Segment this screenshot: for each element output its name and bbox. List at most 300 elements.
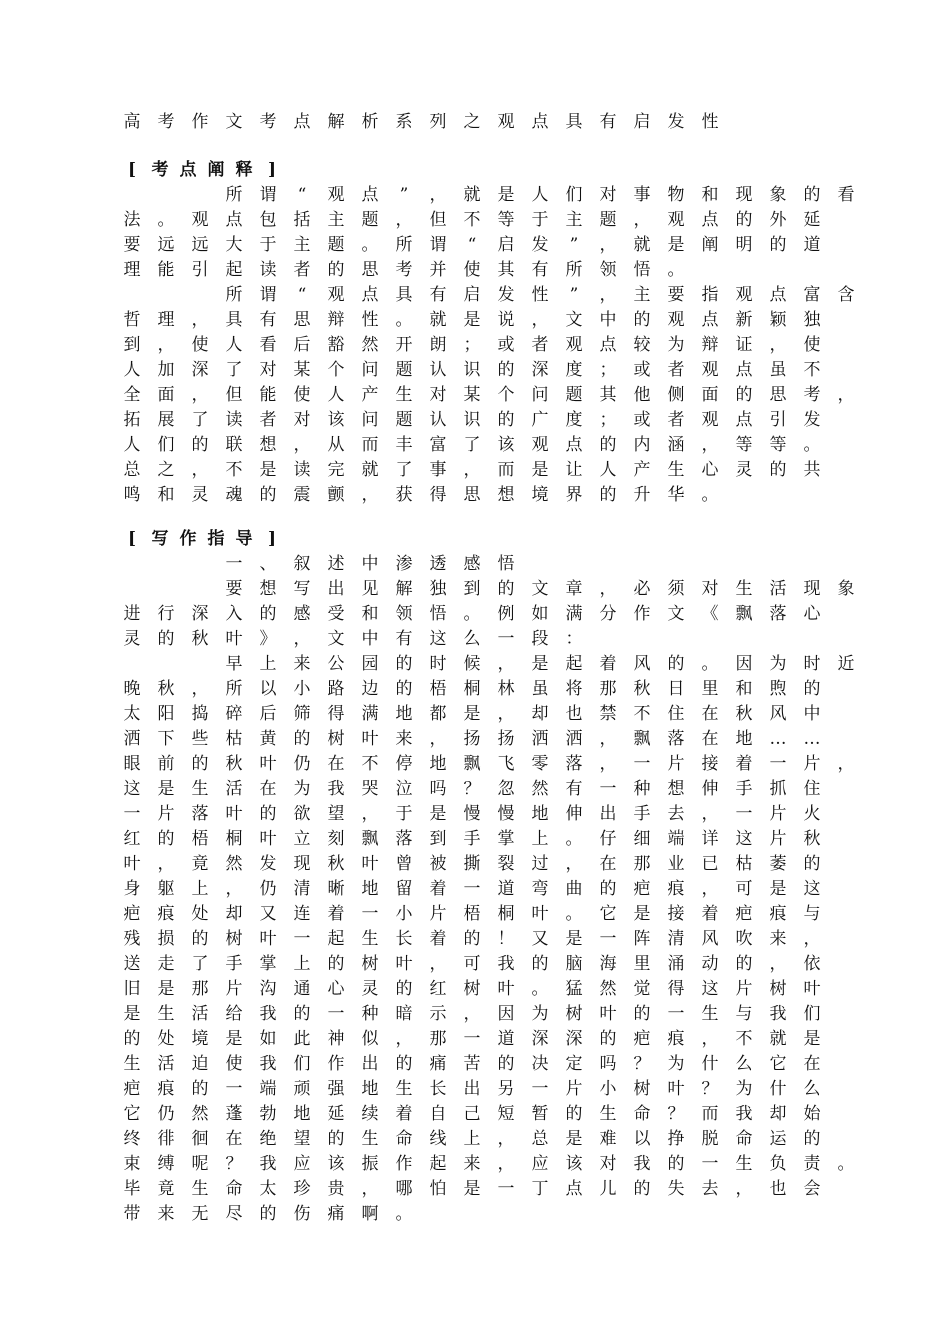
glyph: 痕 (157, 1079, 175, 1099)
glyph: 哪 (395, 1179, 413, 1199)
glyph: 高 (123, 112, 141, 132)
glyph: ？ (463, 779, 481, 799)
glyph: ] (267, 160, 277, 180)
glyph: 地 (361, 879, 379, 899)
glyph: 使 (191, 335, 209, 355)
glyph: 悟 (497, 554, 515, 574)
glyph: 以 (259, 679, 277, 699)
glyph: 起 (327, 929, 345, 949)
glyph: 但 (429, 210, 447, 230)
glyph: 疤 (633, 879, 651, 899)
glyph: 来 (463, 1154, 481, 1174)
glyph: 这 (735, 829, 753, 849)
glyph: 示 (429, 1004, 447, 1024)
glyph: 想 (497, 485, 515, 505)
paragraph-line (0, 676, 950, 702)
glyph: 就 (769, 1029, 787, 1049)
glyph: 地 (531, 804, 549, 824)
glyph: 生 (395, 1079, 413, 1099)
glyph: 什 (701, 1054, 719, 1074)
glyph: 虽 (531, 679, 549, 699)
glyph: 读 (225, 410, 243, 430)
glyph: 识 (463, 360, 481, 380)
glyph: 问 (531, 385, 549, 405)
glyph: 阳 (157, 704, 175, 724)
glyph: 是 (463, 1179, 481, 1199)
glyph: 的 (123, 1029, 141, 1049)
glyph: 的 (259, 1204, 277, 1224)
glyph: 是 (565, 929, 583, 949)
glyph: 觉 (633, 979, 651, 999)
glyph: 点 (179, 160, 197, 180)
glyph: 损 (157, 929, 175, 949)
glyph: 连 (293, 904, 311, 924)
glyph: ， (157, 854, 175, 874)
glyph: 生 (191, 1179, 209, 1199)
glyph: ， (633, 210, 651, 230)
glyph: 就 (463, 185, 481, 205)
glyph: 使 (293, 385, 311, 405)
glyph: 的 (735, 954, 753, 974)
glyph: [ (127, 529, 137, 549)
glyph: 想 (667, 779, 685, 799)
glyph: 着 (429, 929, 447, 949)
glyph: 树 (361, 954, 379, 974)
glyph: 让 (565, 460, 583, 480)
glyph: 》 (259, 629, 277, 649)
glyph: 如 (259, 1029, 277, 1049)
glyph: 留 (395, 879, 413, 899)
glyph: 一 (497, 629, 515, 649)
glyph: 的 (191, 1079, 209, 1099)
glyph: 我 (633, 1154, 651, 1174)
glyph: 命 (395, 1129, 413, 1149)
glyph: 桐 (225, 829, 243, 849)
glyph: 导 (235, 529, 253, 549)
paragraph-line (0, 1126, 950, 1152)
glyph: 该 (497, 435, 515, 455)
glyph: 手 (463, 829, 481, 849)
glyph: 深 (531, 360, 549, 380)
glyph: 因 (735, 654, 753, 674)
glyph: 着 (735, 754, 753, 774)
glyph: 的 (803, 1129, 821, 1149)
glyph: 括 (293, 210, 311, 230)
glyph: 。 (463, 604, 481, 624)
glyph: 长 (395, 929, 413, 949)
glyph: 。 (531, 979, 549, 999)
glyph: 树 (225, 929, 243, 949)
glyph: 怕 (429, 1179, 447, 1199)
glyph: 的 (293, 729, 311, 749)
glyph: 认 (429, 360, 447, 380)
glyph: 地 (361, 1079, 379, 1099)
glyph: 我 (497, 954, 515, 974)
glyph: 是 (463, 310, 481, 330)
glyph: 片 (769, 804, 787, 824)
glyph: 儿 (599, 1179, 617, 1199)
glyph: ” (569, 235, 579, 255)
glyph: 上 (463, 1129, 481, 1149)
glyph: 点 (565, 1179, 583, 1199)
glyph: 秋 (225, 754, 243, 774)
glyph: 度 (565, 360, 583, 380)
glyph: 地 (735, 729, 753, 749)
glyph: 一 (225, 1079, 243, 1099)
glyph: 带 (123, 1204, 141, 1224)
glyph: 析 (361, 112, 379, 132)
glyph: 难 (599, 1129, 617, 1149)
glyph: 要 (667, 285, 685, 305)
glyph: 涵 (667, 435, 685, 455)
glyph: 展 (157, 410, 175, 430)
glyph: 了 (225, 360, 243, 380)
glyph: 生 (191, 779, 209, 799)
glyph: 为 (293, 779, 311, 799)
glyph: ， (225, 879, 243, 899)
glyph: 己 (463, 1104, 481, 1124)
glyph: 内 (633, 435, 651, 455)
glyph: 之 (463, 112, 481, 132)
glyph: 秋 (157, 679, 175, 699)
glyph: 的 (395, 1054, 413, 1074)
glyph: 的 (395, 679, 413, 699)
glyph: 拓 (123, 410, 141, 430)
glyph: 想 (259, 435, 277, 455)
glyph: 有 (395, 629, 413, 649)
glyph: 树 (327, 729, 345, 749)
glyph: 的 (293, 1004, 311, 1024)
glyph: 灵 (361, 979, 379, 999)
glyph: 叶 (123, 854, 141, 874)
glyph: 在 (259, 779, 277, 799)
glyph: 的 (667, 654, 685, 674)
glyph: 萎 (769, 854, 787, 874)
glyph: 领 (599, 260, 617, 280)
glyph: 定 (565, 1054, 583, 1074)
glyph: 振 (361, 1154, 379, 1174)
glyph: 清 (667, 929, 685, 949)
glyph: 一 (361, 904, 379, 924)
glyph: 启 (633, 112, 651, 132)
glyph: 道 (497, 1029, 515, 1049)
glyph: 解 (327, 112, 345, 132)
glyph: 叶 (531, 904, 549, 924)
glyph: 风 (633, 654, 651, 674)
glyph: 谓 (259, 185, 277, 205)
glyph: 处 (157, 1029, 175, 1049)
glyph: 一 (327, 1004, 345, 1024)
glyph: 脑 (565, 954, 583, 974)
paragraph-line (0, 1001, 950, 1027)
glyph: ； (599, 410, 617, 430)
glyph: 身 (123, 879, 141, 899)
paragraph-line (0, 182, 950, 208)
glyph: 满 (361, 704, 379, 724)
glyph: 挣 (667, 1129, 685, 1149)
glyph: 为 (667, 1054, 685, 1074)
glyph: 种 (633, 779, 651, 799)
glyph: 那 (633, 854, 651, 874)
glyph: 文 (565, 310, 583, 330)
glyph: 思 (463, 485, 481, 505)
glyph: 园 (361, 654, 379, 674)
glyph: 的 (497, 579, 515, 599)
glyph: 洒 (531, 729, 549, 749)
glyph: 仍 (259, 879, 277, 899)
glyph: 梧 (191, 829, 209, 849)
glyph: 独 (429, 579, 447, 599)
glyph: 吗 (599, 1054, 617, 1074)
glyph: 问 (361, 410, 379, 430)
glyph: 事 (429, 460, 447, 480)
glyph: 飘 (633, 729, 651, 749)
glyph: 生 (395, 385, 413, 405)
glyph: 问 (361, 360, 379, 380)
glyph: 上 (293, 954, 311, 974)
glyph: 。 (837, 1154, 855, 1174)
glyph: 观 (735, 285, 753, 305)
glyph: 为 (769, 654, 787, 674)
glyph: 撕 (463, 854, 481, 874)
glyph: 会 (803, 1179, 821, 1199)
glyph: 竟 (191, 854, 209, 874)
glyph: 必 (633, 579, 651, 599)
glyph: 生 (735, 1154, 753, 1174)
glyph: 考 (259, 112, 277, 132)
paragraph-line (0, 282, 950, 308)
glyph: 一 (531, 1079, 549, 1099)
glyph: 又 (259, 904, 277, 924)
glyph: 落 (191, 804, 209, 824)
glyph: 自 (429, 1104, 447, 1124)
glyph: … (769, 729, 787, 749)
glyph: 是 (259, 460, 277, 480)
glyph: 进 (123, 604, 141, 624)
glyph: ！ (497, 929, 515, 949)
paragraph-line (0, 307, 950, 333)
glyph: 者 (259, 410, 277, 430)
glyph: 珍 (293, 1179, 311, 1199)
glyph: 中 (361, 629, 379, 649)
glyph: 叶 (395, 954, 413, 974)
glyph: 在 (225, 1129, 243, 1149)
glyph: 风 (769, 704, 787, 724)
glyph: 地 (293, 1104, 311, 1124)
paragraph-line (0, 1101, 950, 1127)
glyph: 刻 (327, 829, 345, 849)
glyph: 边 (361, 679, 379, 699)
glyph: 可 (463, 954, 481, 974)
glyph: 与 (735, 1004, 753, 1024)
glyph: 要 (123, 235, 141, 255)
glyph: 此 (293, 1029, 311, 1049)
glyph: 贵 (327, 1179, 345, 1199)
glyph: 缚 (157, 1154, 175, 1174)
glyph: 物 (667, 185, 685, 205)
glyph: 碎 (225, 704, 243, 724)
paragraph-line (0, 432, 950, 458)
glyph: 是 (429, 804, 447, 824)
glyph: 产 (633, 460, 651, 480)
glyph: ， (701, 879, 719, 899)
glyph: 总 (123, 460, 141, 480)
glyph: 发 (497, 285, 515, 305)
glyph: 考 (157, 112, 175, 132)
glyph: 的 (735, 210, 753, 230)
glyph: 就 (633, 235, 651, 255)
glyph: 了 (191, 410, 209, 430)
glyph: 是 (633, 904, 651, 924)
glyph: ， (599, 754, 617, 774)
glyph: 人 (225, 335, 243, 355)
glyph: 落 (565, 754, 583, 774)
glyph: 它 (769, 1054, 787, 1074)
glyph: 证 (735, 335, 753, 355)
glyph: 而 (701, 1104, 719, 1124)
glyph: 红 (123, 829, 141, 849)
glyph: 其 (599, 385, 617, 405)
glyph: 性 (531, 285, 549, 305)
glyph: ， (531, 310, 549, 330)
glyph: 远 (191, 235, 209, 255)
glyph: 主 (327, 210, 345, 230)
glyph: 或 (633, 410, 651, 430)
glyph: 掌 (259, 954, 277, 974)
glyph: 裂 (497, 854, 515, 874)
glyph: 叶 (259, 754, 277, 774)
paragraph-line (0, 1076, 950, 1102)
glyph: 等 (769, 435, 787, 455)
glyph: 的 (803, 185, 821, 205)
glyph: 主 (633, 285, 651, 305)
glyph: 哲 (123, 310, 141, 330)
paragraph-line (0, 626, 950, 652)
glyph: 启 (497, 235, 515, 255)
glyph: 晚 (123, 679, 141, 699)
glyph: 的 (395, 654, 413, 674)
glyph: 界 (565, 485, 583, 505)
glyph: 那 (599, 679, 617, 699)
glyph: 作 (633, 604, 651, 624)
glyph: 性 (361, 310, 379, 330)
glyph: 太 (123, 704, 141, 724)
glyph: 认 (429, 410, 447, 430)
glyph: 依 (803, 954, 821, 974)
glyph: 这 (701, 979, 719, 999)
glyph: 。 (361, 235, 379, 255)
glyph: 起 (429, 1154, 447, 1174)
glyph: 者 (293, 260, 311, 280)
glyph: 点 (701, 210, 719, 230)
glyph: 失 (667, 1179, 685, 1199)
glyph: 是 (225, 1029, 243, 1049)
glyph: 上 (531, 829, 549, 849)
glyph: 决 (531, 1054, 549, 1074)
glyph: 要 (225, 579, 243, 599)
glyph: 出 (327, 579, 345, 599)
glyph: 境 (191, 1029, 209, 1049)
glyph: 生 (123, 1054, 141, 1074)
glyph: 的 (667, 1154, 685, 1174)
glyph: 是 (463, 704, 481, 724)
glyph: 啊 (361, 1204, 379, 1224)
glyph: ， (463, 1004, 481, 1024)
glyph: 似 (361, 1029, 379, 1049)
glyph: 片 (667, 754, 685, 774)
paragraph-line (0, 601, 950, 627)
glyph: 着 (395, 1104, 413, 1124)
glyph: 和 (361, 604, 379, 624)
glyph: 公 (327, 654, 345, 674)
glyph: 见 (361, 579, 379, 599)
glyph: 小 (293, 679, 311, 699)
glyph: ， (497, 1154, 515, 1174)
glyph: 也 (565, 704, 583, 724)
glyph: 黄 (259, 729, 277, 749)
glyph: 活 (769, 579, 787, 599)
glyph: 述 (327, 554, 345, 574)
glyph: 灵 (735, 460, 753, 480)
glyph: 沟 (259, 979, 277, 999)
glyph: 富 (803, 285, 821, 305)
glyph: 灵 (191, 485, 209, 505)
glyph: 象 (837, 579, 855, 599)
glyph: 观 (531, 435, 549, 455)
glyph: 为 (735, 1079, 753, 1099)
glyph: 猛 (565, 979, 583, 999)
glyph: 独 (803, 310, 821, 330)
glyph: 立 (293, 829, 311, 849)
paragraph-line (0, 232, 950, 258)
glyph: 始 (803, 1104, 821, 1124)
glyph: ， (293, 629, 311, 649)
glyph: 这 (803, 879, 821, 899)
glyph: 忽 (497, 779, 515, 799)
glyph: 为 (531, 1004, 549, 1024)
glyph: 悟 (633, 260, 651, 280)
glyph: 勃 (259, 1104, 277, 1124)
glyph: 叶 (259, 829, 277, 849)
glyph: 我 (769, 1004, 787, 1024)
glyph: 所 (395, 235, 413, 255)
glyph: 说 (497, 310, 515, 330)
paragraph-line (0, 851, 950, 877)
glyph: 的 (633, 310, 651, 330)
glyph: ， (769, 954, 787, 974)
glyph: ， (701, 435, 719, 455)
glyph: 全 (123, 385, 141, 405)
glyph: 的 (769, 235, 787, 255)
glyph: 旧 (123, 979, 141, 999)
glyph: 的 (599, 435, 617, 455)
glyph: 作 (191, 112, 209, 132)
glyph: 一 (497, 1179, 515, 1199)
glyph: 落 (395, 829, 413, 849)
glyph: 谓 (429, 235, 447, 255)
glyph: 鸣 (123, 485, 141, 505)
glyph: 里 (633, 954, 651, 974)
glyph: 但 (225, 385, 243, 405)
glyph: 叶 (599, 1004, 617, 1024)
glyph: 来 (157, 1204, 175, 1224)
glyph: 生 (157, 1004, 175, 1024)
glyph: 为 (667, 335, 685, 355)
glyph: 和 (701, 185, 719, 205)
paragraph-line (0, 357, 950, 383)
glyph: 一 (633, 754, 651, 774)
glyph: 端 (259, 1079, 277, 1099)
